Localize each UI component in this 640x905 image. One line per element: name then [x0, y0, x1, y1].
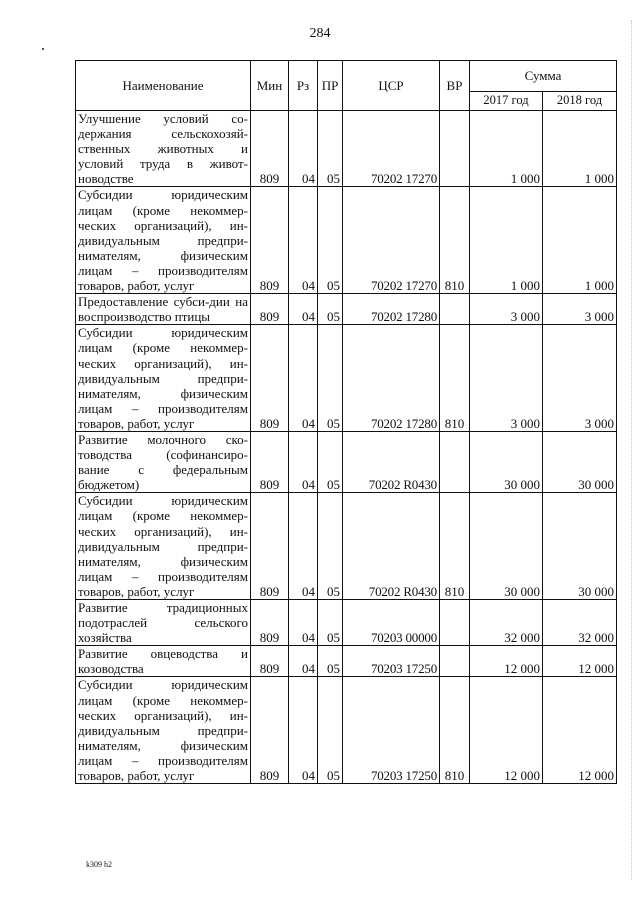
- row-csr: 70203 17250: [343, 646, 440, 677]
- table-body: [76, 111, 617, 784]
- row-name: Субсидии юридическим лицам (кроме некоммер-ческих организаций), ин-дивидуальным предпри-нимателям, физическим лицам – производителям товаров, работ, услуг: [76, 187, 251, 294]
- header-name: Наименование: [76, 61, 251, 111]
- row-vr: [440, 646, 470, 677]
- row-name: Субсидии юридическим лицам (кроме некоммер-ческих организаций), ин-дивидуальным предпри-нимателям, физическим лицам – производителям товаров, работ, услуг: [76, 677, 251, 784]
- table-row: [76, 325, 617, 432]
- row-sum-2017: 1 000: [470, 187, 543, 294]
- row-csr: 70202 R0430: [343, 431, 440, 492]
- header-sum: Сумма: [470, 61, 617, 92]
- row-min: 809: [251, 493, 289, 600]
- row-name: Субсидии юридическим лицам (кроме некоммер-ческих организаций), ин-дивидуальным предпри-нимателям, физическим лицам – производителям товаров, работ, услуг: [76, 325, 251, 432]
- row-rz: 04: [289, 600, 318, 646]
- row-min: 809: [251, 111, 289, 187]
- row-pr: 05: [318, 325, 343, 432]
- row-sum-2018: 12 000: [543, 646, 617, 677]
- row-sum-2017: 32 000: [470, 600, 543, 646]
- row-sum-2018: 3 000: [543, 325, 617, 432]
- row-csr: 70202 R0430: [343, 493, 440, 600]
- row-csr: 70202 17280: [343, 294, 440, 325]
- table-row: [76, 600, 617, 646]
- row-csr: 70202 17270: [343, 187, 440, 294]
- table-row: [76, 493, 617, 600]
- row-sum-2017: 30 000: [470, 431, 543, 492]
- row-vr: [440, 431, 470, 492]
- row-sum-2018: 30 000: [543, 493, 617, 600]
- header-csr: ЦСР: [343, 61, 440, 111]
- row-pr: 05: [318, 600, 343, 646]
- row-vr: 810: [440, 325, 470, 432]
- row-sum-2018: 12 000: [543, 677, 617, 784]
- table-row: [76, 431, 617, 492]
- row-sum-2017: 30 000: [470, 493, 543, 600]
- header-pr: ПР: [318, 61, 343, 111]
- header-vr: ВР: [440, 61, 470, 111]
- row-sum-2018: 30 000: [543, 431, 617, 492]
- row-rz: 04: [289, 646, 318, 677]
- row-pr: 05: [318, 187, 343, 294]
- table-row: [76, 677, 617, 784]
- row-csr: 70202 17280: [343, 325, 440, 432]
- row-sum-2017: 3 000: [470, 294, 543, 325]
- row-sum-2018: 1 000: [543, 111, 617, 187]
- row-rz: 04: [289, 493, 318, 600]
- row-min: 809: [251, 294, 289, 325]
- table-row: [76, 187, 617, 294]
- row-vr: 810: [440, 493, 470, 600]
- row-pr: 05: [318, 646, 343, 677]
- row-pr: 05: [318, 431, 343, 492]
- row-name: Развитие молочного ско-товодства (софинансиро-вание с федеральным бюджетом): [76, 431, 251, 492]
- row-sum-2018: 32 000: [543, 600, 617, 646]
- row-rz: 04: [289, 325, 318, 432]
- table-row: [76, 294, 617, 325]
- row-csr: 70203 17250: [343, 677, 440, 784]
- row-pr: 05: [318, 677, 343, 784]
- row-sum-2018: 3 000: [543, 294, 617, 325]
- header-min: Мин: [251, 61, 289, 111]
- row-vr: 810: [440, 187, 470, 294]
- row-csr: 70202 17270: [343, 111, 440, 187]
- row-rz: 04: [289, 187, 318, 294]
- row-vr: [440, 294, 470, 325]
- row-pr: 05: [318, 111, 343, 187]
- header-rz: Рз: [289, 61, 318, 111]
- row-name: Субсидии юридическим лицам (кроме некоммер-ческих организаций), ин-дивидуальным предпри-нимателям, физическим лицам – производителям товаров, работ, услуг: [76, 493, 251, 600]
- page-number: 284: [309, 26, 331, 41]
- row-pr: 05: [318, 294, 343, 325]
- stray-mark: [42, 48, 44, 50]
- row-vr: [440, 111, 470, 187]
- header-2017: 2017 год: [470, 92, 543, 111]
- row-min: 809: [251, 187, 289, 294]
- table-row: [76, 111, 617, 187]
- row-min: 809: [251, 600, 289, 646]
- row-vr: 810: [440, 677, 470, 784]
- row-name: Развитие овцеводства и козоводства: [76, 646, 251, 677]
- row-rz: 04: [289, 677, 318, 784]
- row-name: Предоставление субси-дии на воспроизводство птицы: [76, 294, 251, 325]
- row-sum-2017: 3 000: [470, 325, 543, 432]
- table-row: [76, 646, 617, 677]
- row-sum-2017: 12 000: [470, 677, 543, 784]
- row-min: 809: [251, 431, 289, 492]
- row-min: 809: [251, 677, 289, 784]
- row-name: Развитие традиционных подотраслей сельского хозяйства: [76, 600, 251, 646]
- row-csr: 70203 00000: [343, 600, 440, 646]
- row-sum-2017: 1 000: [470, 111, 543, 187]
- scan-edge: [629, 20, 632, 880]
- row-pr: 05: [318, 493, 343, 600]
- row-rz: 04: [289, 294, 318, 325]
- row-name: Улучшение условий со-держания сельскохозяй-ственных животных и условий труда в живот-новодстве: [76, 111, 251, 187]
- row-sum-2018: 1 000: [543, 187, 617, 294]
- row-sum-2017: 12 000: [470, 646, 543, 677]
- header-2018: 2018 год: [543, 92, 617, 111]
- row-vr: [440, 600, 470, 646]
- footer-code: k309 h2: [86, 860, 112, 869]
- row-rz: 04: [289, 111, 318, 187]
- budget-table: [75, 60, 617, 784]
- row-min: 809: [251, 325, 289, 432]
- row-rz: 04: [289, 431, 318, 492]
- row-min: 809: [251, 646, 289, 677]
